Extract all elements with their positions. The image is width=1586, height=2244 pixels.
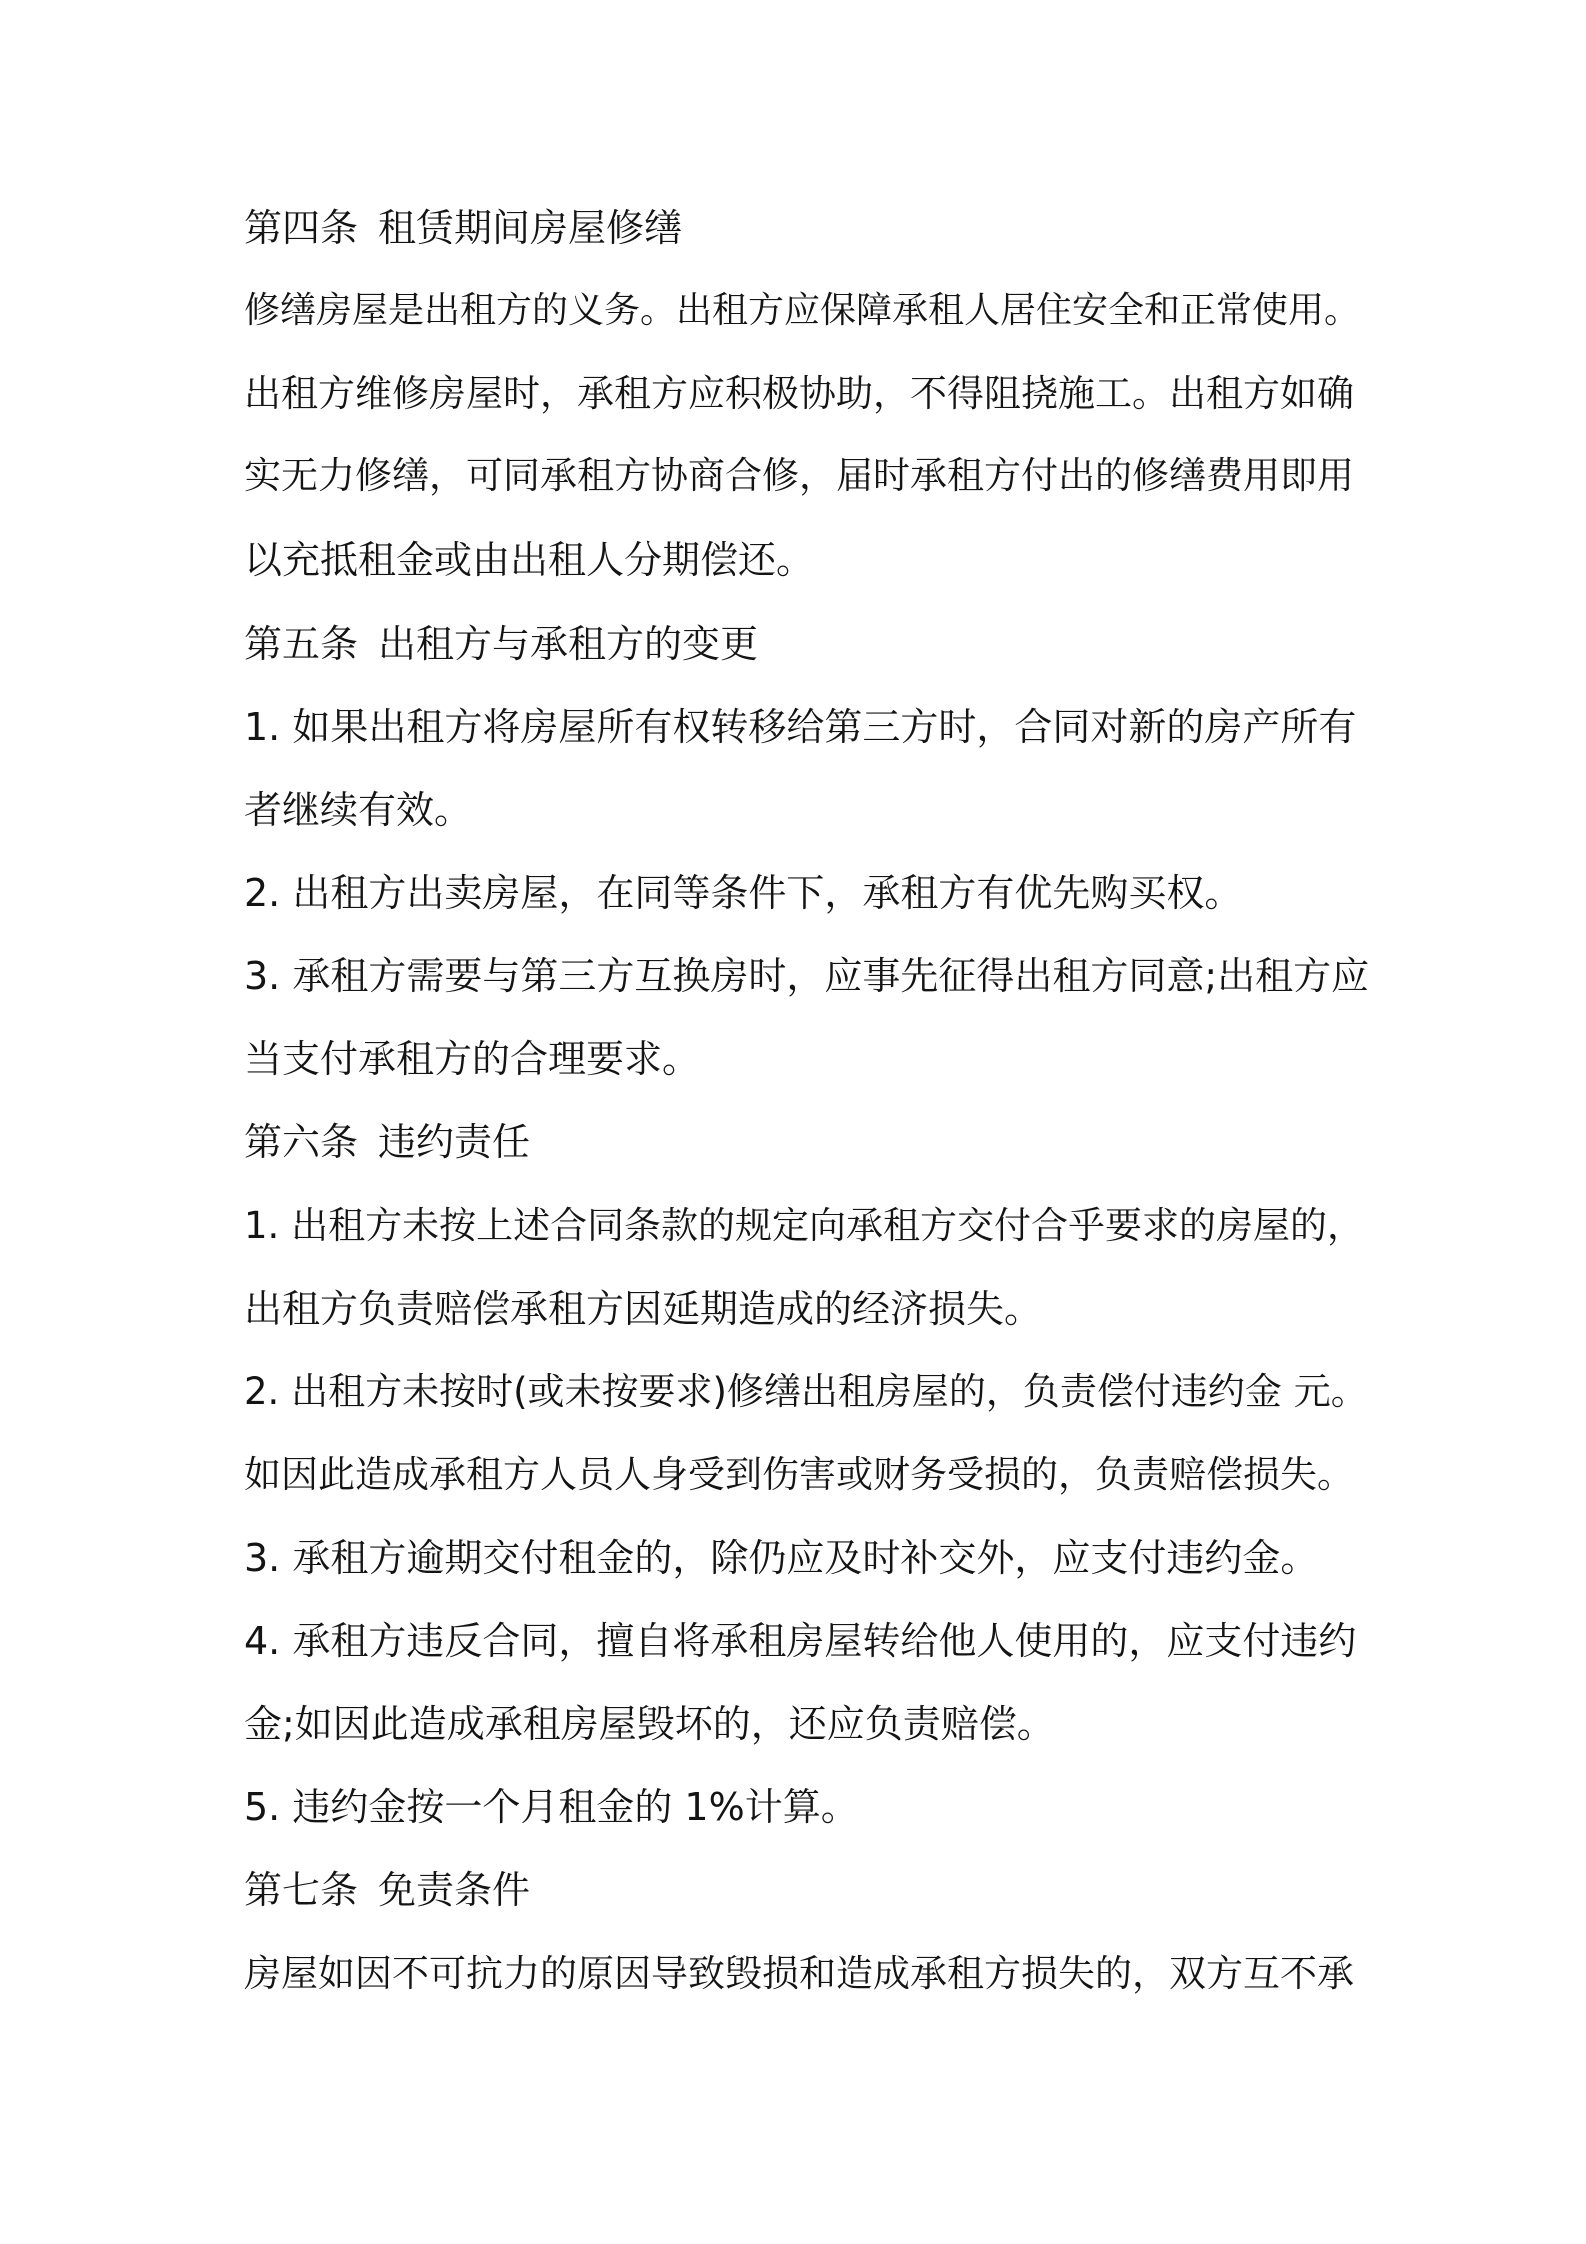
article-6-line-1: 1. 出租方未按上述合同条款的规定向承租方交付合乎要求的房屋的，	[244, 1204, 1365, 1247]
article-6-number: 第六条	[244, 1120, 359, 1164]
article-6-line-4: 如因此造成承租方人员人身受到伤害或财务受损的，负责赔偿损失。	[244, 1453, 1354, 1496]
article-4-line-3: 实无力修缮，可同承租方协商合修，届时承租方付出的修缮费用即用	[244, 454, 1354, 497]
article-6-line-5: 3. 承租方逾期交付租金的，除仍应及时补交外，应支付违约金。	[244, 1536, 1319, 1580]
article-6-heading	[244, 1118, 530, 1166]
article-5-title: 出租方与承租方的变更	[378, 622, 759, 666]
article-6-line-8: 5. 违约金按一个月租金的 1%计算。	[244, 1785, 859, 1829]
article-5-line-1: 1. 如果出租方将房屋所有权转移给第三方时，合同对新的房产所有	[244, 705, 1357, 749]
article-4-heading	[244, 204, 682, 252]
article-6-line-2: 出租方负责赔偿承租方因延期造成的经济损失。	[244, 1287, 1043, 1331]
article-5-heading	[244, 620, 758, 668]
article-4-number: 第四条	[244, 206, 359, 250]
article-6-title: 违约责任	[378, 1120, 531, 1164]
article-6-line-3: 2. 出租方未按时(或未按要求)修缮出租房屋的，负责偿付违约金 元。	[244, 1370, 1368, 1413]
article-4-title: 租赁期间房屋修缮	[378, 206, 683, 250]
article-5-line-5: 当支付承租方的合理要求。	[244, 1037, 701, 1081]
article-7-number: 第七条	[244, 1868, 359, 1912]
article-5-line-3: 2. 出租方出卖房屋，在同等条件下，承租方有优先购买权。	[244, 871, 1243, 915]
article-6-line-7: 金;如因此造成承租房屋毁坏的，还应负责赔偿。	[244, 1702, 1055, 1746]
article-5-line-4: 3. 承租方需要与第三方互换房时，应事先征得出租方同意;出租方应	[244, 954, 1370, 998]
article-5-number: 第五条	[244, 622, 359, 666]
article-7-line-1: 房屋如因不可抗力的原因导致毁损和造成承租方损失的，双方互不承	[244, 1952, 1354, 1995]
article-7-heading	[244, 1866, 530, 1914]
article-4-line-4: 以充抵租金或由出租人分期偿还。	[244, 538, 815, 582]
article-7-title: 免责条件	[378, 1868, 531, 1912]
article-4-line-1: 修缮房屋是出租方的义务。出租方应保障承租人居住安全和正常使用。	[244, 290, 1361, 331]
article-6-line-6: 4. 承租方违反合同，擅自将承租房屋转给他人使用的，应支付违约	[244, 1619, 1357, 1663]
article-4-line-2: 出租方维修房屋时，承租方应积极协助，不得阻挠施工。出租方如确	[244, 372, 1354, 415]
article-5-line-2: 者继续有效。	[244, 788, 473, 832]
